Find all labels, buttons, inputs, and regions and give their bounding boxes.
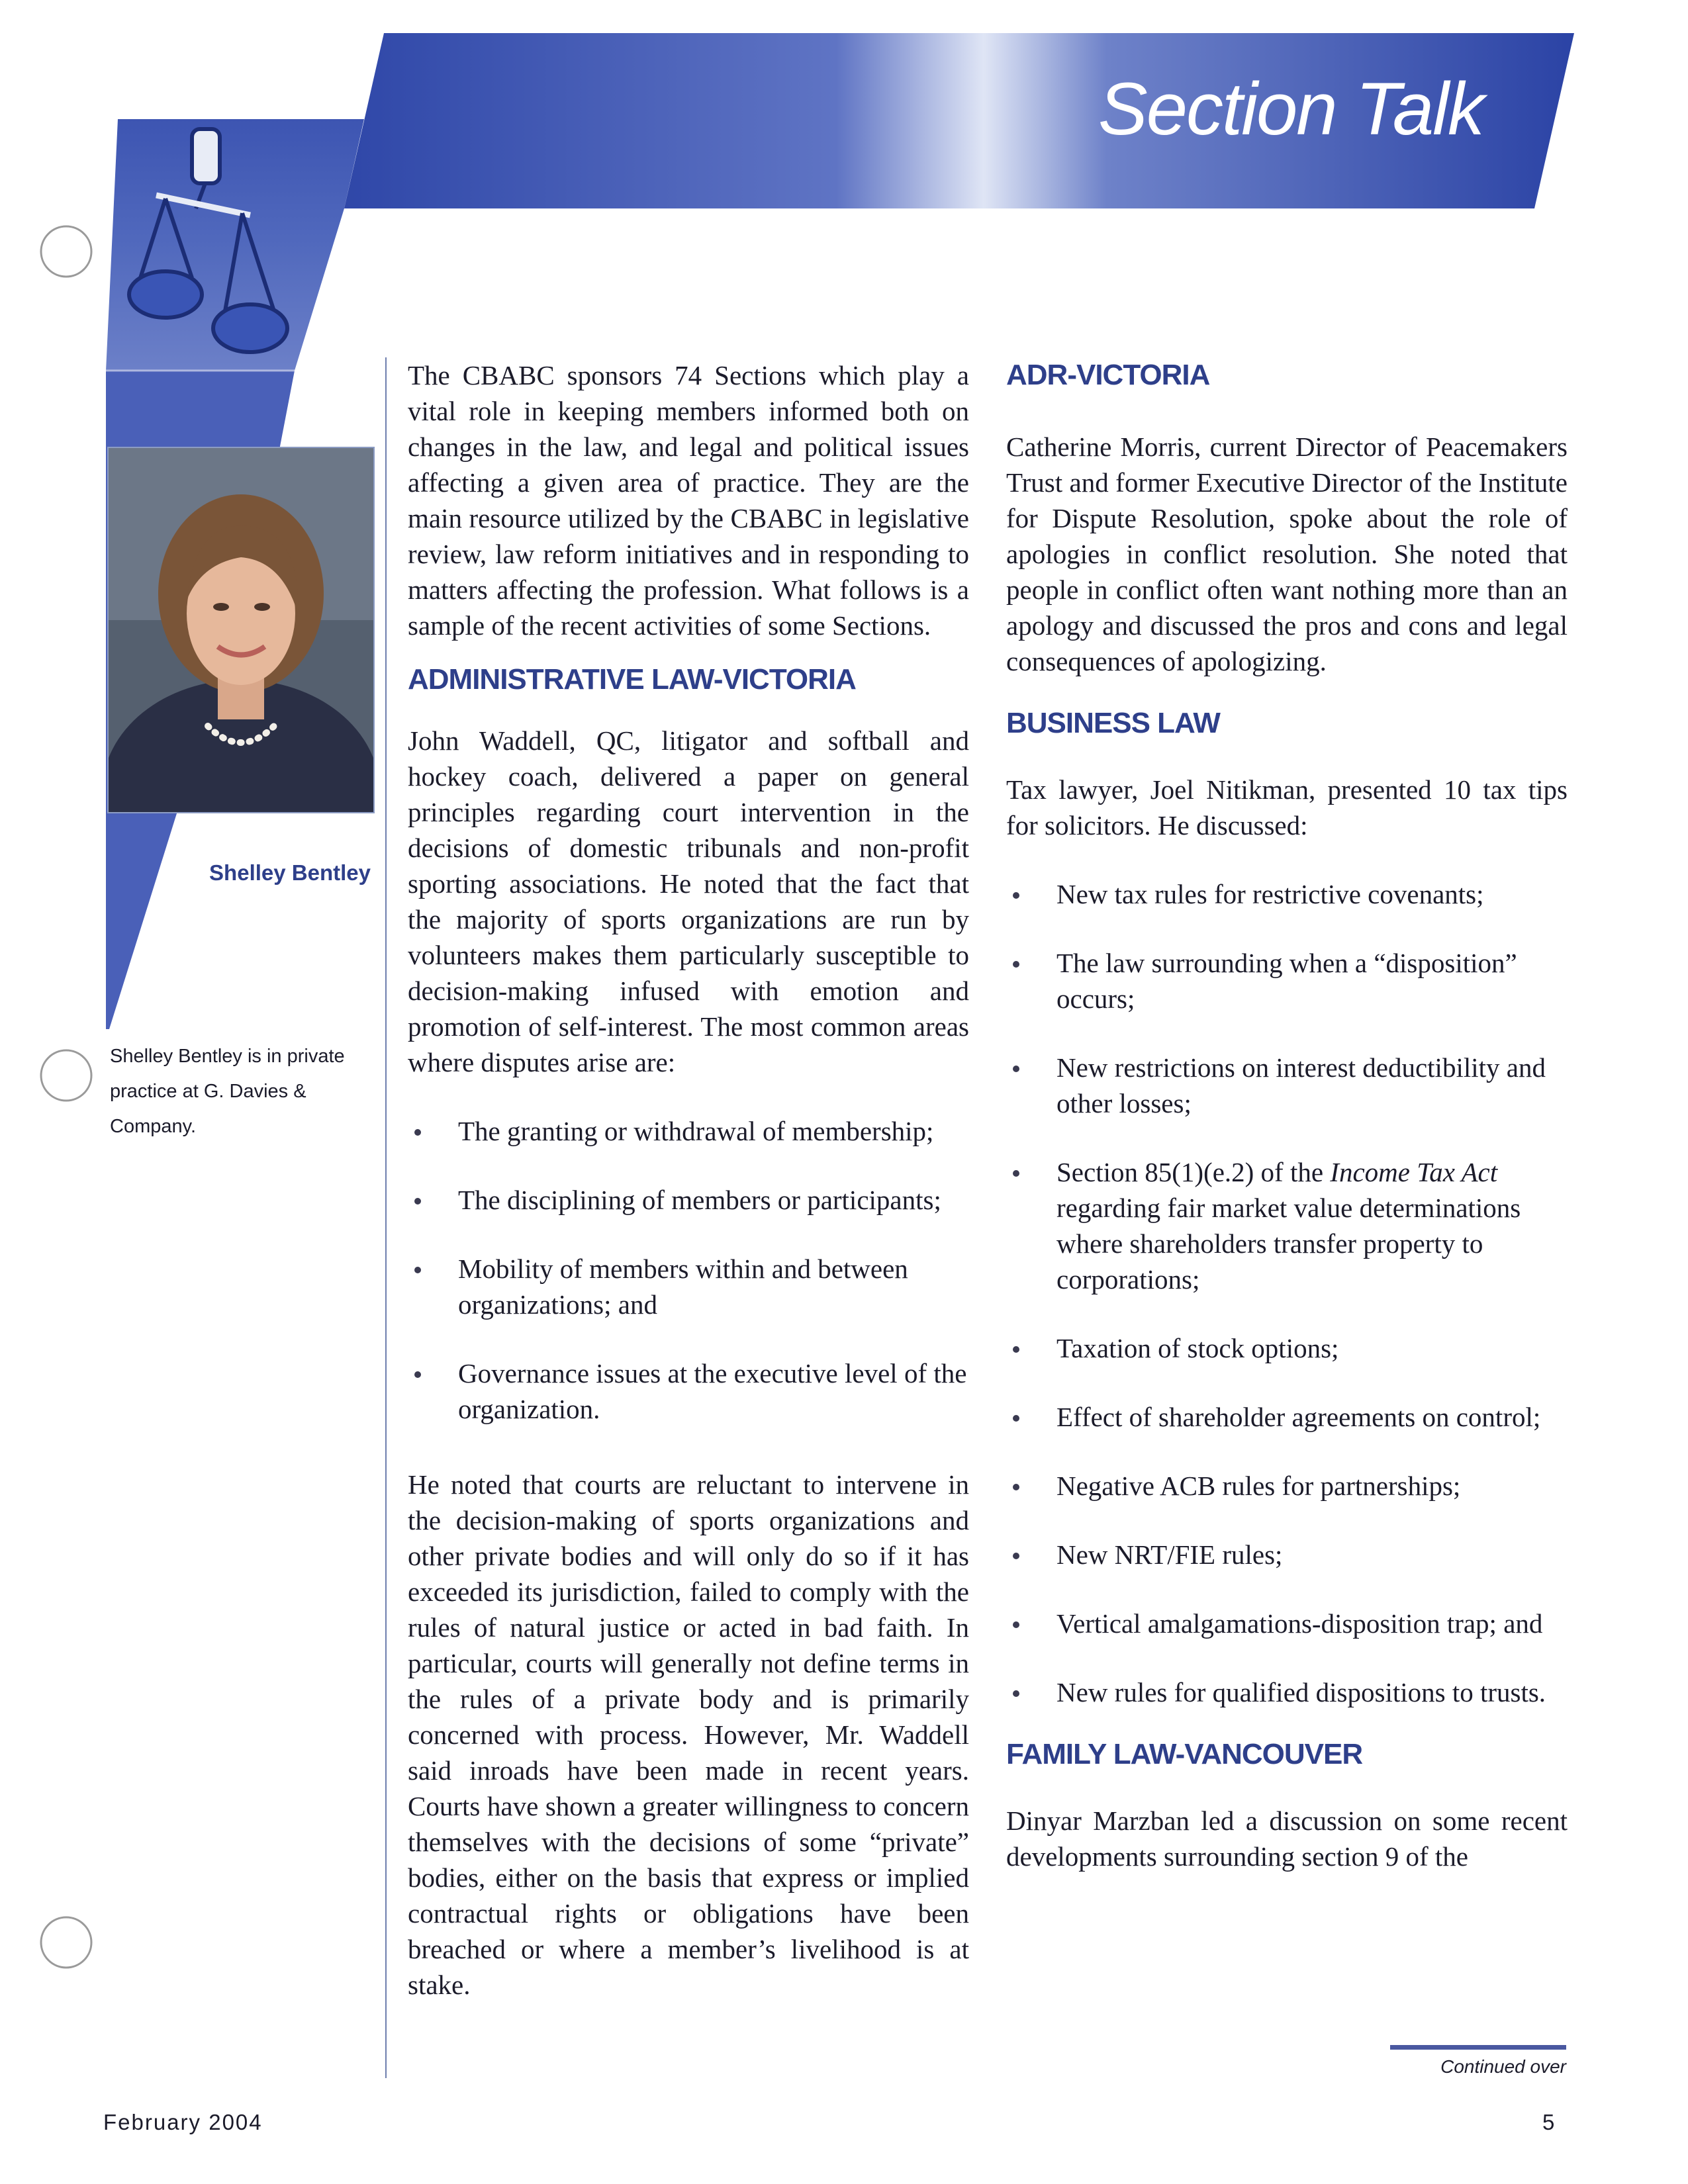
list-item <box>1006 1154 1568 1297</box>
author-caption: Shelley Bentley is in private practice at G. Davies & Company. <box>110 1046 345 1137</box>
business-law-heading: BUSINESS LAW <box>1006 707 1220 739</box>
list-item-text: regarding fair market value determinations where shareholders transfer property to corporations; <box>1056 1193 1521 1295</box>
binder-hole <box>41 226 91 277</box>
family-law-paragraph: Dinyar Marzban led a discussion on some recent developments surrounding section 9 of the <box>1006 1805 1568 1872</box>
intro-paragraph: The CBABC sponsors 74 Sections which play a vital role in keeping members informed both on changes in the law, and legal and political issues affecting a given area of practice. They are the main resource utilized by the CBABC in legislative review, law reform initiatives and in responding to matters affecting the profession. What follows is a sample of the recent activities of some Sections. <box>408 360 969 641</box>
portrait-photo <box>107 447 375 813</box>
column-right <box>1006 357 1568 1874</box>
list-item: The law surrounding when a “disposition” occurs; <box>1006 945 1568 1017</box>
list-item: New rules for qualified dispositions to trusts. <box>1006 1674 1568 1710</box>
list-item: The granting or withdrawal of membership; <box>408 1113 969 1149</box>
column-divider <box>385 357 387 2078</box>
adr-heading: ADR-VICTORIA <box>1006 359 1210 391</box>
business-law-paragraph: Tax lawyer, Joel Nitikman, presented 10 tax tips for solicitors. He discussed: <box>1006 774 1568 841</box>
column-left <box>408 357 969 2003</box>
admin-law-paragraph: John Waddell, QC, litigator and softball and hockey coach, delivered a paper on general principles regarding court intervention in the decisions of domestic tribunals and non-profit sporting associations. He noted that the fact that the majority of sports organizations are run by volunteers makes them particularly susceptible to decision-making infused with emotion and promotion of self-interest. The most common areas where disputes arise are: <box>408 725 969 1077</box>
admin-law-paragraph-2: He noted that courts are reluctant to intervene in the decision-making of sports organizations and other private bodies and will only do so if it has exceeded its jurisdiction, failed to comply with the rules of natural justice or acted in bad faith. In particular, courts will generally not define terms in the rules of a private body and is primarily concerned with process. However, Mr. Waddell said inroads have been made in recent years. Courts have shown a greater willingness to concern themselves with the decisions of some “private” bodies, either on the basis that express or implied contractual rights or obligations have been breached or where a member’s livelihood is at stake. <box>408 1469 969 2000</box>
list-item: Taxation of stock options; <box>1006 1330 1568 1366</box>
admin-law-list <box>408 1113 969 1427</box>
adr-paragraph: Catherine Morris, current Director of Peacemakers Trust and former Executive Director of the Institute for Dispute Resolution, spoke about the role of apologies in conflict resolution. She noted that people in conflict often want nothing more than an apology and discussed the pros and cons and legal consequences of apologizing. <box>1006 432 1568 676</box>
binder-holes <box>41 226 91 1968</box>
list-item: Negative ACB rules for partnerships; <box>1006 1468 1568 1504</box>
business-law-list <box>1006 876 1568 1710</box>
act-title: Income Tax Act <box>1330 1157 1498 1187</box>
continued-over-link[interactable]: Continued over <box>1390 2045 1566 2077</box>
admin-law-heading: ADMINISTRATIVE LAW-VICTORIA <box>408 663 856 696</box>
list-item: New NRT/FIE rules; <box>1006 1537 1568 1572</box>
list-item: The disciplining of members or participants; <box>408 1182 969 1218</box>
list-item: Mobility of members within and between organizations; and <box>408 1251 969 1322</box>
list-item-text: Section 85(1)(e.2) of the <box>1056 1157 1331 1187</box>
list-item: Governance issues at the executive level of the organization. <box>408 1355 969 1427</box>
page-number: 5 <box>1542 2110 1555 2134</box>
family-law-heading: FAMILY LAW-VANCOUVER <box>1006 1738 1363 1770</box>
binder-hole <box>41 1917 91 1968</box>
binder-hole <box>41 1050 91 1101</box>
list-item: New tax rules for restrictive covenants; <box>1006 876 1568 912</box>
footer-date: February 2004 <box>103 2110 263 2134</box>
list-item: New restrictions on interest deductibility and other losses; <box>1006 1050 1568 1121</box>
list-item: Vertical amalgamations-disposition trap; and <box>1006 1606 1568 1641</box>
section-title: Section Talk <box>1098 68 1483 150</box>
list-item: Effect of shareholder agreements on control; <box>1006 1399 1568 1435</box>
photo-name-label: Shelley Bentley <box>209 860 371 885</box>
